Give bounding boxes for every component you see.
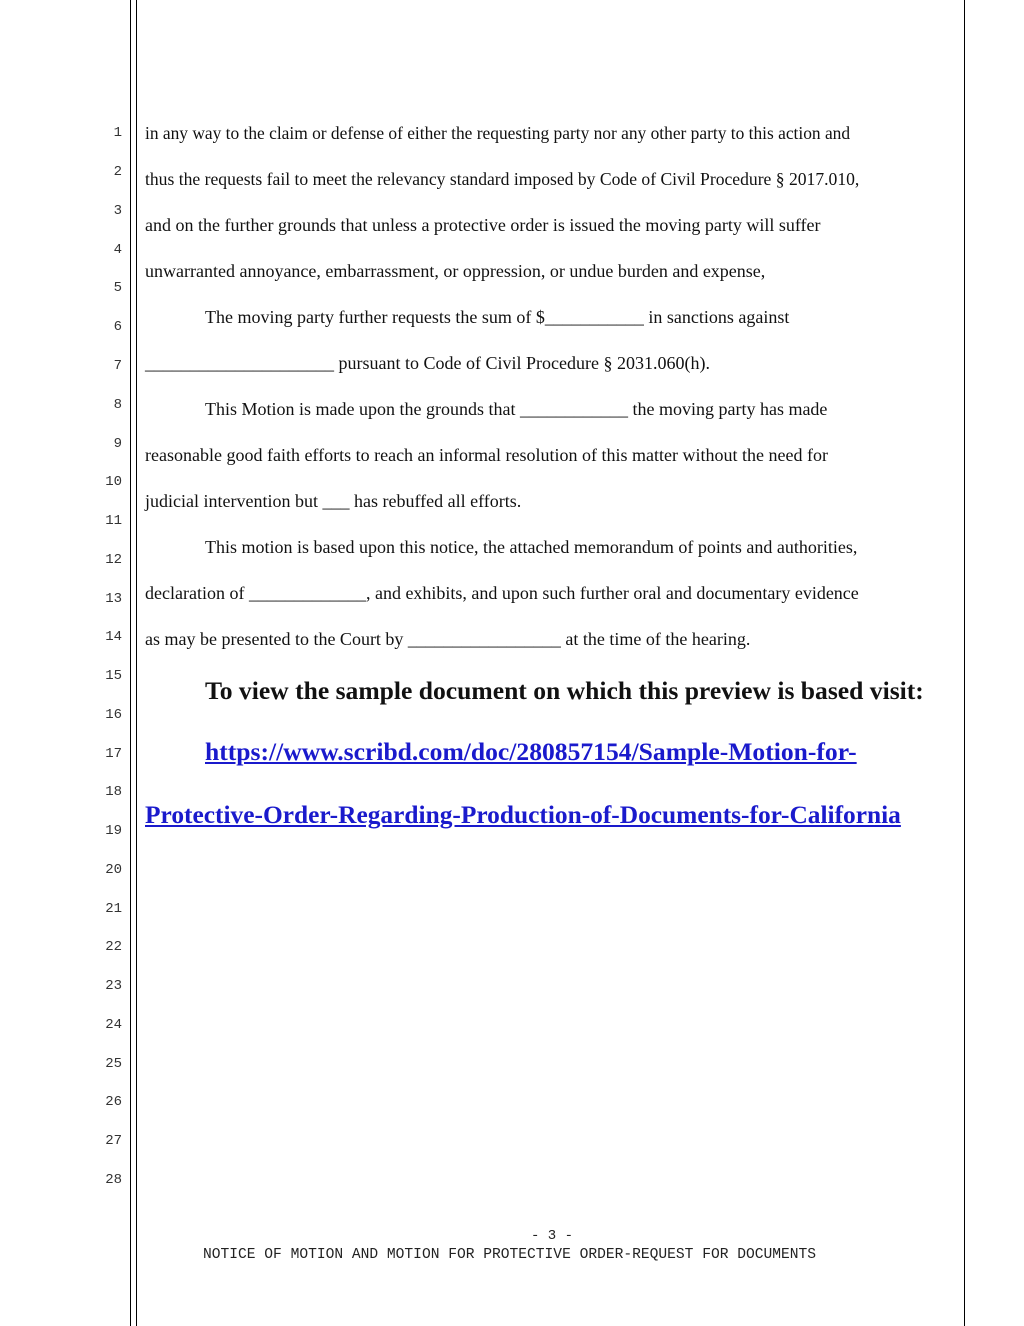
line-number: 23 [105,978,122,994]
body-line: unwarranted annoyance, embarrassment, or oppression, or undue burden and expense, [145,261,766,281]
line-number: 6 [113,319,122,335]
line-number: 21 [105,901,122,917]
line-number: 26 [105,1094,122,1110]
body-line: judicial intervention but ___ has rebuffed all efforts. [145,491,522,511]
left-margin-rule-inner [136,0,137,1326]
line-number: 5 [113,280,122,296]
right-margin-rule [964,0,965,1326]
line-number: 15 [105,668,122,684]
line-number: 14 [105,629,122,645]
page-number: - 3 - [531,1228,574,1244]
footer-title: NOTICE OF MOTION AND MOTION FOR PROTECTIVE ORDER-REQUEST FOR DOCUMENTS [203,1247,817,1263]
line-number: 28 [105,1172,122,1188]
line-number: 13 [105,591,122,607]
line-number: 24 [105,1017,122,1033]
line-number: 11 [105,513,122,529]
line-number: 10 [105,474,122,490]
line-number: 3 [113,203,122,219]
line-number: 9 [113,436,122,452]
body-line: in any way to the claim or defense of either the requesting party nor any other party to this action and [145,123,851,143]
body-line: This Motion is made upon the grounds that ____________ the moving party has made [205,399,828,419]
line-number: 22 [105,939,122,955]
line-number: 2 [113,164,122,180]
line-number: 7 [113,358,122,374]
line-number: 27 [105,1133,122,1149]
line-number: 18 [105,784,122,800]
scribd-link-line-2[interactable]: Protective-Order-Regarding-Production-of-Documents-for-California [145,801,901,829]
body-line: reasonable good faith efforts to reach an informal resolution of this matter without the need for [145,445,828,465]
body-line: and on the further grounds that unless a protective order is issued the moving party will suffer [145,215,821,235]
body-line: as may be presented to the Court by _________________ at the time of the hearing. [145,629,751,649]
line-number: 8 [113,397,122,413]
line-number: 25 [105,1056,122,1072]
left-margin-rule-outer [130,0,131,1326]
body-line: The moving party further requests the sum of $___________ in sanctions against [205,307,790,327]
body-line: This motion is based upon this notice, the attached memorandum of points and authorities, [205,537,858,557]
line-number: 16 [105,707,122,723]
line-number: 19 [105,823,122,839]
line-number: 12 [105,552,122,568]
scribd-link-line-1[interactable]: https://www.scribd.com/doc/280857154/Sample-Motion-for- [205,737,857,766]
body-line: _____________________ pursuant to Code of Civil Procedure § 2031.060(h). [145,353,710,373]
line-number: 1 [113,125,122,141]
body-line: thus the requests fail to meet the relevancy standard imposed by Code of Civil Procedure § 2017.010, [145,169,860,189]
body-line: declaration of _____________, and exhibits, and upon such further oral and documentary evidence [145,583,859,603]
line-number: 20 [105,862,122,878]
preview-heading: To view the sample document on which this preview is based visit: [205,676,924,705]
line-number: 17 [105,746,122,762]
line-number: 4 [113,242,122,258]
